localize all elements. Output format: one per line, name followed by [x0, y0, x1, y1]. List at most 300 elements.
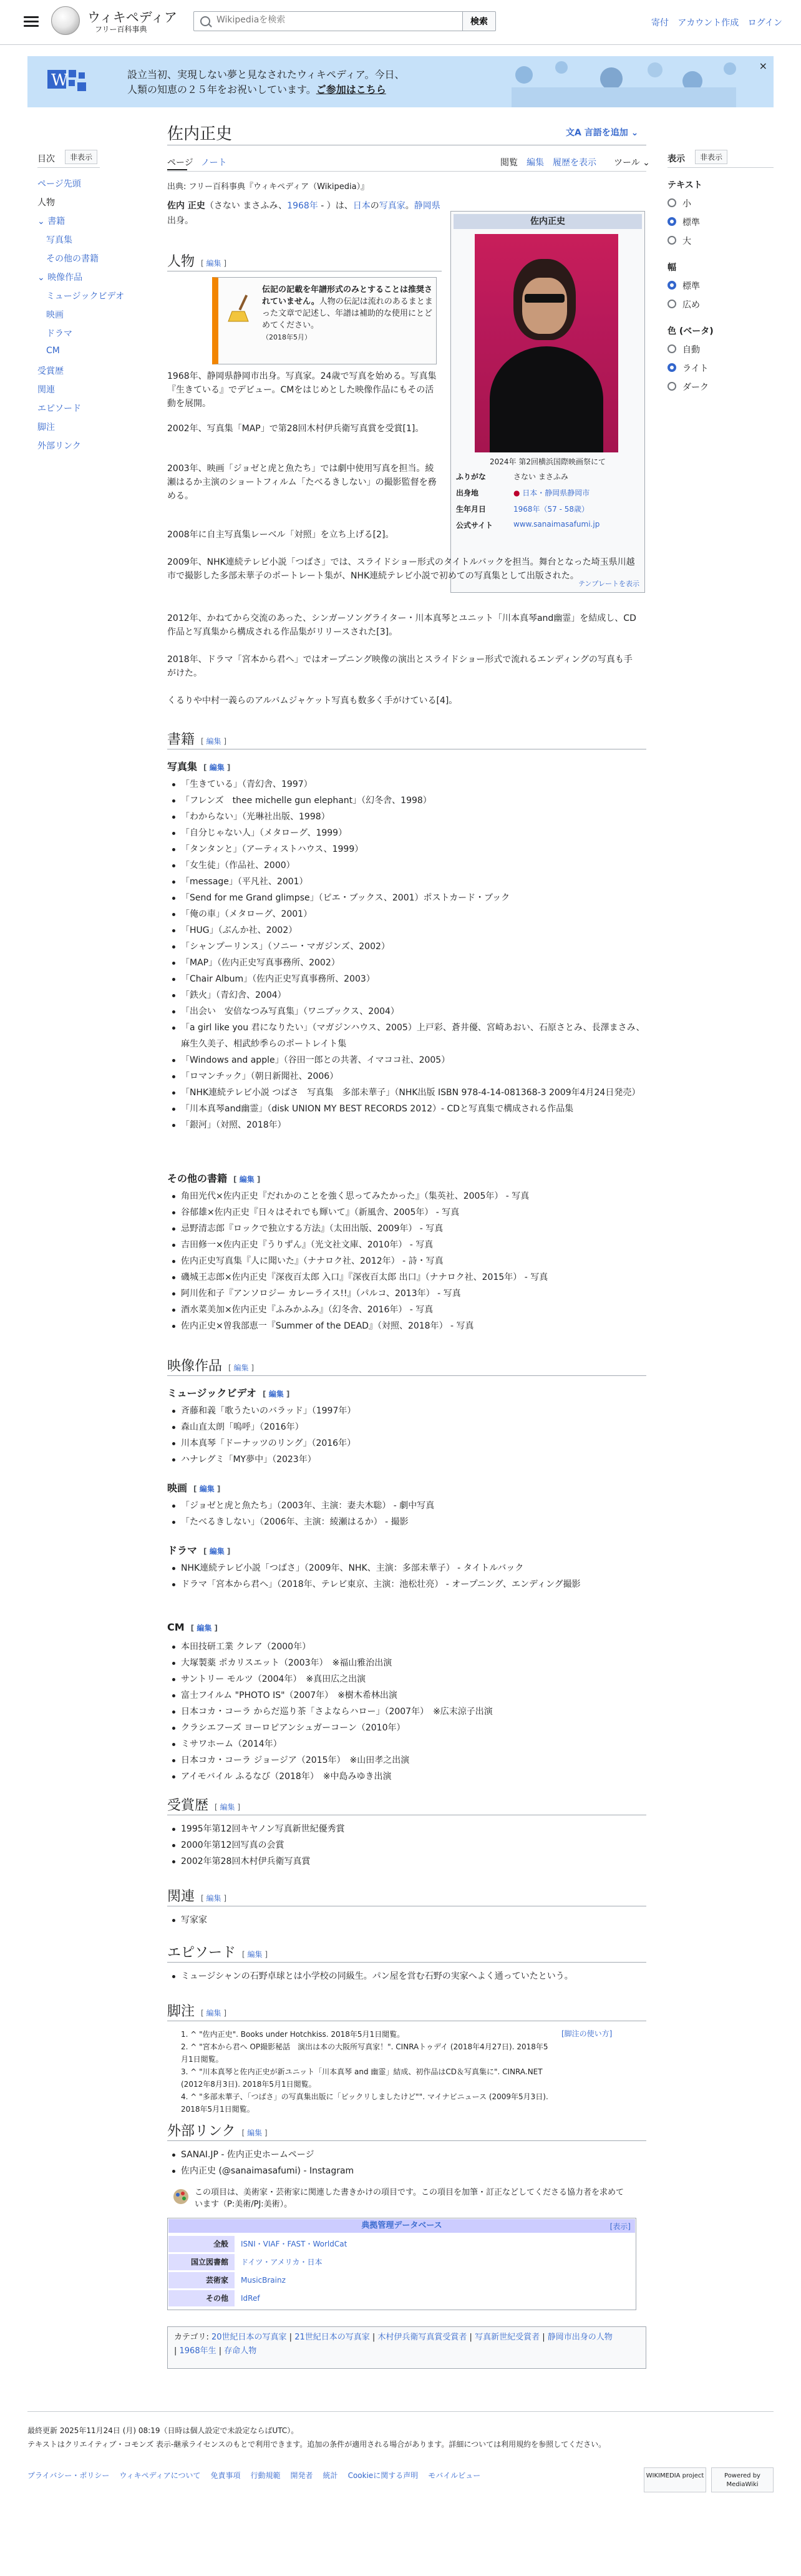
site-header — [0, 0, 801, 45]
film-list — [167, 1498, 646, 1530]
edit-link[interactable]: 編集 — [209, 763, 225, 772]
list-item: 森山直太朗「嗚呼」（2016年） — [167, 1419, 646, 1435]
infobox-key: 出身地 — [456, 489, 479, 497]
toc-item-books[interactable] — [37, 215, 65, 227]
chevron-down-icon[interactable]: ⌄ — [37, 217, 48, 227]
toc-item-related[interactable]: 関連 — [37, 385, 55, 395]
stub-text: この項目は、美術家・芸術家に関連した書きかけの項目です。この項目を加筆・訂正などしてくださる協力者を求めています（P:美術/PJ:美術）。 — [195, 2188, 624, 2209]
heading-person — [167, 251, 226, 270]
authority-row — [168, 2272, 635, 2288]
edit-link[interactable]: 編集 — [206, 259, 221, 268]
tab-page[interactable]: ページ — [167, 158, 193, 168]
toc-hide-button[interactable]: 非表示 — [65, 150, 97, 164]
infobox-title: 佐内正史 — [454, 214, 642, 229]
banner-cta-link[interactable]: ご参加はこちら — [316, 84, 386, 95]
photo-caption: 2024年 第2回横浜国際映画祭にて — [490, 457, 606, 466]
authority-value[interactable]: IdRef — [241, 2294, 260, 2303]
radio-label: 大 — [682, 237, 691, 246]
authority-row — [168, 2254, 635, 2270]
edit-section[interactable]: [ 編集 ] — [242, 1950, 268, 1959]
category-link[interactable]: 木村伊兵衛写真賞受賞者 — [377, 2333, 467, 2342]
menu-icon[interactable] — [24, 14, 39, 29]
toc-item-mv[interactable]: ミュージックビデオ — [46, 291, 125, 301]
heading-mv — [167, 1385, 289, 1400]
notice-box — [212, 277, 437, 364]
tools-menu[interactable]: ツール ⌄ — [614, 158, 650, 168]
category-link[interactable]: 静岡市出身の人物 — [547, 2333, 613, 2342]
authority-key: 芸術家 — [168, 2272, 235, 2288]
banner-line-1: 設立当初、実現しない夢と見なされたウィキペディア。今日、 — [127, 69, 405, 80]
category-label: カテゴリ: — [174, 2333, 211, 2342]
heading-notes — [167, 2001, 226, 2020]
paragraph: 2018年、ドラマ「宮本から君へ」ではオープニング映像の演出とスライドショー形式で流れるエンディングの写真も手がけた。 — [167, 655, 633, 678]
paragraph: 2002年、写真集「MAP」で第28回木村伊兵衛写真賞を受賞[1]。 — [167, 424, 424, 434]
heading-label: CM — [167, 1621, 185, 1633]
radio-label: 標準 — [682, 281, 700, 291]
category-separator: | — [286, 2333, 295, 2342]
category-separator: | — [174, 2346, 180, 2356]
footnote: 2. ^ "宮本から君へ OP撮影秘話 演出は本の大阪所写真家！". CINRAトゥデイ (2018年4月27日). 2018年5月1日閲覧。 — [181, 2042, 548, 2064]
list-item: 「鉄火」（青幻舎、2004） — [167, 987, 646, 1003]
category-links — [167, 2326, 646, 2369]
heading-label: 脚注 — [167, 2004, 195, 2019]
authority-row — [168, 2236, 635, 2252]
heading-drama — [167, 1543, 230, 1557]
list-item: ミュージシャンの石野卓球とは小学校の同級生。パン屋を営む石野の実家へよく通っていたという。 — [167, 1968, 646, 1984]
search-input[interactable] — [216, 15, 429, 25]
notice-body: 人物の伝記は流れのあるまとまった文章で記述し、年譜は補助的な使用にとどめてください。 — [262, 297, 433, 330]
list-item: 「フレンズ thee michelle gun elephant」（幻冬舎、1998） — [167, 793, 646, 809]
search-box[interactable] — [193, 11, 495, 31]
footnote: 1. ^ "佐内正史". Books under Hotchkiss. 2018年5月1日閲覧。 — [181, 2030, 405, 2039]
notes-help-link[interactable]: [脚注の使い方] — [561, 2029, 613, 2038]
authority-value[interactable]: MusicBrainz — [241, 2276, 286, 2285]
edit-section[interactable]: [ 編集 ] — [233, 1175, 261, 1184]
category-link[interactable]: 20世紀日本の写真家 — [211, 2333, 287, 2342]
list-item: 忌野清志郎『ロックで独立する方法』（太田出版、2009年） - 写真 — [167, 1221, 646, 1237]
list-item: 「MAP」（佐内正史写真事務所、2002） — [167, 955, 646, 971]
radio-label: ダーク — [682, 383, 709, 393]
toc-item-other-books[interactable]: その他の書籍 — [46, 254, 99, 264]
lead-text: - ）は、 — [318, 201, 353, 211]
footer — [27, 2424, 774, 2451]
heading-label: 映像作品 — [167, 1359, 223, 1374]
heading-divider — [167, 1962, 646, 1963]
edit-section[interactable]: [ 編集 ] — [201, 2009, 227, 2017]
toc-item-awards[interactable]: 受賞歴 — [37, 366, 64, 376]
svg-text:W: W — [51, 71, 68, 90]
list-item: 1995年第12回キヤノン写真新世紀優秀賞 — [167, 1821, 646, 1837]
donate-link[interactable]: 寄付 — [651, 18, 669, 28]
list-item: ハナレグミ「MY夢中」（2023年） — [167, 1451, 646, 1468]
wikimedia-badge[interactable]: WIKIMEDIA project — [644, 2467, 706, 2492]
edit-link[interactable]: 編集 — [209, 1547, 225, 1556]
heading-photo-books — [167, 759, 230, 773]
toc-item-external[interactable]: 外部リンク — [37, 441, 81, 451]
list-item: 「NHK連続テレビ小説 つばさ 写真集 多部未華子」（NHK出版 ISBN 978-4-14-081368-3 2009年4月24日発売） — [167, 1085, 646, 1101]
edit-section[interactable]: [ 編集 ] — [215, 1803, 241, 1812]
lead-text: 。 — [405, 201, 414, 211]
list-item: 「俺の車」（メタローグ、2001） — [167, 906, 646, 922]
category-link[interactable]: 21世紀日本の写真家 — [294, 2333, 370, 2342]
paragraph: 2003年、映画「ジョゼと虎と魚たち」では劇中使用写真を担当。綾瀬はるか主演のショートフィルム「たべるきしない」の撮影監督を務める。 — [167, 464, 437, 501]
radio-color-auto[interactable] — [668, 344, 676, 353]
edit-link[interactable]: 編集 — [206, 1894, 221, 1903]
category-link[interactable]: 写真新世紀受賞者 — [475, 2333, 540, 2342]
appearance-hide-button[interactable]: 非表示 — [695, 150, 727, 164]
heading-other-books — [167, 1171, 260, 1185]
photographer-link[interactable]: 写真家 — [379, 201, 405, 211]
edit-section[interactable]: [ 編集 ] — [201, 737, 227, 746]
list-item: 「自分じゃない人」（メタローグ、1999） — [167, 825, 646, 841]
photo-figure — [522, 278, 567, 334]
toc-item-person[interactable]: 人物 — [37, 198, 55, 208]
mediawiki-badge[interactable]: Powered by MediaWiki — [711, 2467, 774, 2492]
list-item: 「Windows and apple」（谷田一郎との共著、イマココ社、2005） — [167, 1052, 646, 1068]
infobox-key: ふりがな — [456, 472, 487, 481]
radio-label: 標準 — [682, 218, 700, 228]
search-icon — [200, 16, 210, 26]
list-item: 日本コカ・コーラ からだ巡り茶「さよならハロー」（2007年） ※広末涼子出演 — [167, 1704, 646, 1720]
text-size-heading: テキスト — [668, 180, 702, 190]
toc-item-top[interactable]: ページ先頭 — [37, 179, 81, 189]
list-item: 「Send for me Grand glimpse」（ピエ・ブックス、2001）ポストカード・ブック — [167, 890, 646, 906]
footer-link[interactable]: 統計 — [323, 2471, 338, 2480]
heading-label: エピソード — [167, 1945, 236, 1961]
paragraph: 2009年、NHK連続テレビ小説「つばさ」では、スライドショー形式のタイトルバックを担当。舞台となった埼玉県川越市で撮影した多部未華子のポートレート集が、NHK連続テレビ小説で初めての写真集として出版された。 — [167, 557, 635, 581]
chevron-down-icon[interactable]: ⌄ — [37, 273, 48, 283]
appearance-divider — [668, 167, 774, 168]
paragraph: くるりや中村一義らのアルバムジャケット写真も数多く手がけている[4]。 — [167, 696, 458, 706]
list-item: 「女生徒」（作品社、2000） — [167, 857, 646, 874]
infobox-value[interactable] — [513, 487, 644, 498]
shizuoka-link[interactable]: 静岡県 — [414, 201, 440, 211]
heading-label: ドラマ — [167, 1544, 198, 1556]
list-item: 酒水菜美加×佐内正史『ふみかふみ』（幻冬舎、2016年） - 写真 — [167, 1302, 646, 1318]
list-item: 「HUG」（ぶんか社、2002） — [167, 922, 646, 939]
authority-value[interactable]: ドイツ・アメリカ・日本 — [241, 2258, 323, 2266]
infobox-value[interactable]: 1968年（57 - 58歳） — [513, 505, 590, 514]
tab-edit[interactable]: 編集 — [527, 158, 544, 168]
authority-key: 全般 — [168, 2236, 235, 2252]
radio-label: ライト — [682, 364, 709, 374]
footnote: 4. ^ "多部未華子、「つばさ」の写真集出版に「ビックリしましたけど"". マイナビニュース (2009年5月3日). 2018年5月1日閲覧。 — [181, 2092, 548, 2114]
edit-section[interactable]: [ 編集 ] — [203, 1547, 231, 1556]
list-item: 「たべるきしない」（2006年、主演：綾瀬はるか） - 撮影 — [167, 1514, 646, 1530]
category-separator: | — [369, 2333, 378, 2342]
footer-divider — [27, 2411, 774, 2412]
list-item: サントリー モルツ（2004年） ※真田広之出演 — [167, 1671, 646, 1687]
heading-label: 外部リンク — [167, 2124, 236, 2139]
photo-figure — [490, 346, 603, 452]
toc-item-video[interactable] — [37, 271, 82, 283]
heading-label: 受賞歴 — [167, 1798, 209, 1813]
list-item: NHK連続テレビ小説「つばさ」（2009年、NHK、主演：多部未華子） - タイトルバック — [167, 1560, 646, 1576]
footnote: 3. ^ "川本真琴と佐内正史が新ユニット「川本真琴 and 幽霊」結成、初作品はCD＆写真集に". CINRA.NET (2012年8月3日). 2018年5月1日閲覧。 — [181, 2067, 543, 2089]
tab-page-underline — [167, 169, 187, 170]
heading-related — [167, 1886, 226, 1905]
heading-label: 書籍 — [167, 732, 195, 748]
list-item: 「a girl like you 君になりたい」（マガジンハウス、2005）上戸彩、蒼井優、宮崎あおい、石原さとみ、長澤まさみ、麻生久美子、相武紗季らのポートレイト集 — [167, 1020, 646, 1052]
footer-link[interactable]: プライバシー・ポリシー — [27, 2471, 110, 2480]
list-item: ミサワホーム（2014年） — [167, 1736, 646, 1752]
banner-text — [127, 67, 404, 97]
footer-last-modified: 最終更新 2025年11月24日 (月) 08:19（日時は個人設定で未設定ならばUTC）。 — [27, 2426, 299, 2435]
list-item: 「ジョゼと虎と魚たち」（2003年、主演：妻夫木聡） - 劇中写真 — [167, 1498, 646, 1514]
tab-history[interactable]: 履歴を表示 — [553, 158, 596, 168]
site-title[interactable]: ウィキペディア — [87, 10, 178, 25]
list-item: 富士フイルム "PHOTO IS"（2007年） ※樹木希林出演 — [167, 1687, 646, 1704]
paragraph: 1968年、静岡県静岡市出身。写真家。24歳で写真を始める。写真集『生きている』でデビュー。CMをはじめとした映像作品にもその活動を展開。 — [167, 371, 437, 409]
list-item: 本田技研工業 クレア（2000年） — [167, 1639, 646, 1655]
radio-label: 自動 — [682, 345, 700, 355]
lead-text: の — [370, 201, 379, 211]
broom-icon — [226, 293, 256, 323]
edit-section[interactable]: [ 編集 ] — [193, 1485, 221, 1493]
radio-width-standard[interactable] — [668, 281, 676, 290]
authority-value[interactable]: ISNI・VIAF・FAST・WorldCat — [241, 2240, 347, 2248]
edit-section[interactable]: [ 編集 ] — [263, 1390, 290, 1398]
close-icon[interactable]: × — [759, 60, 767, 72]
heading-label: 人物 — [167, 254, 195, 270]
mv-list — [167, 1403, 646, 1468]
list-item: 佐内正史 (@sanaimasafumi) - Instagram — [167, 2163, 646, 2179]
external-links-list — [167, 2147, 646, 2179]
heading-cm — [167, 1621, 218, 1633]
login-link[interactable]: ログイン — [747, 18, 782, 28]
radio-color-dark[interactable] — [668, 382, 676, 391]
create-account-link[interactable]: アカウント作成 — [677, 18, 739, 28]
portrait-photo[interactable] — [475, 234, 618, 452]
heading-label: ミュージックビデオ — [167, 1387, 257, 1399]
footer-link[interactable]: ウィキペディアについて — [119, 2471, 201, 2480]
lead-text: 出身。 — [167, 216, 193, 226]
radio-small[interactable] — [668, 198, 676, 207]
toc-divider — [37, 167, 100, 168]
lead-paragraph — [167, 198, 442, 228]
edit-link[interactable]: 編集 — [197, 1624, 212, 1632]
list-item: 「川本真琴and幽霊」（disk UNION MY BEST RECORDS 2012）- CDと写真集で構成される作品集 — [167, 1101, 646, 1117]
translate-icon: 文A — [566, 128, 585, 138]
banner-decoration — [487, 56, 749, 107]
list-item: 川本真琴「ドーナッツのリング」（2016年） — [167, 1435, 646, 1451]
list-item: 写家家 — [167, 1912, 646, 1928]
list-item: 磯城王志郎×佐内正史『深夜百太郎 入口』『深夜百太郎 出口』（ナナロク社、2015年） - 写真 — [167, 1269, 646, 1286]
heading-external — [167, 2120, 268, 2140]
list-item: 「タンタンと」（アーティストハウス、1999） — [167, 841, 646, 857]
list-item: 2000年第12回写真の会賞 — [167, 1837, 646, 1853]
paragraph: 2008年に自主写真集レーベル「対照」を立ち上げる[2]。 — [167, 530, 394, 540]
list-item: 「わからない」（光琳社出版、1998） — [167, 809, 646, 825]
infobox-value-text: 日本・静岡県静岡市 — [522, 489, 590, 497]
list-item: SANAI.JP - 佐内正史ホームページ — [167, 2147, 646, 2163]
list-item: 吉田修一×佐内正史『うりずん』（光文社文庫、2010年） - 写真 — [167, 1237, 646, 1253]
radio-width-wide[interactable] — [668, 300, 676, 308]
footer-links — [27, 2470, 490, 2481]
authority-key: その他 — [168, 2290, 235, 2306]
notice-text — [262, 284, 435, 343]
list-item: 「message」（平凡社、2001） — [167, 874, 646, 890]
tab-note[interactable]: ノート — [201, 158, 227, 168]
awards-list — [167, 1821, 646, 1870]
edit-link[interactable]: 編集 — [247, 2129, 263, 2137]
add-language-label: 言語を追加 — [584, 128, 628, 138]
page-actions — [492, 156, 650, 168]
list-item: ドラマ「宮本から君へ」（2018年、テレビ東京、主演：池松壮亮） - オープニング、エンディング撮影 — [167, 1576, 646, 1593]
authority-toggle[interactable]: [表示] — [609, 2222, 631, 2231]
lead-text: （さない まさふみ、 — [205, 201, 288, 211]
edit-link[interactable]: 編集 — [239, 1175, 255, 1184]
list-item: 「生きている」（青幻舎、1997） — [167, 776, 646, 793]
list-item: 谷郁雄×佐内正史『日々はそれでも輝いて』（新風舎、2005年） - 写真 — [167, 1204, 646, 1221]
toc-item-notes[interactable]: 脚注 — [37, 422, 55, 432]
paragraph: 2012年、かねてから交流のあった、シンガーソングライター・川本真琴とユニット「川本真琴and幽霊」を結成し、CD作品と写真集から構成される作品集がリリースされた[3]。 — [167, 613, 636, 637]
heading-awards — [167, 1795, 240, 1814]
edit-link[interactable]: 編集 — [206, 2009, 221, 2017]
edit-link[interactable]: 編集 — [206, 737, 221, 746]
heading-label: 写真集 — [167, 761, 198, 773]
authority-control — [167, 2218, 636, 2310]
heading-books — [167, 729, 226, 748]
search-button[interactable]: 検索 — [462, 11, 496, 31]
related-list — [167, 1912, 646, 1928]
edit-section[interactable]: [ 編集 ] — [241, 2129, 268, 2137]
toc-item-film[interactable]: 映画 — [46, 310, 64, 320]
list-item: 2002年第28回木村伊兵衛写真賞 — [167, 1853, 646, 1870]
list-item: 佐内正史×曽我部恵一『Summer of the DEAD』（対照、2018年） - 写真 — [167, 1318, 646, 1334]
infobox-value: さない まさふみ — [513, 472, 568, 481]
banner-line-2: 人類の知恵の２５年をお祝いしています。 — [127, 84, 316, 95]
user-nav — [645, 16, 782, 29]
episode-list — [167, 1968, 646, 1984]
footer-link[interactable]: Cookieに関する声明 — [347, 2471, 419, 2480]
edit-link[interactable]: 編集 — [268, 1390, 284, 1398]
infobox-key: 生年月日 — [456, 505, 487, 514]
heading-label: 関連 — [167, 1889, 195, 1905]
heading-divider — [167, 2140, 646, 2141]
infobox-key: 公式サイト — [456, 521, 493, 530]
japan-link[interactable]: 日本 — [352, 201, 371, 211]
chevron-down-icon: ⌄ — [628, 128, 639, 138]
list-item: 日本コカ・コーラ ジョージア（2015年） ※山田孝之出演 — [167, 1752, 646, 1769]
heading-label: その他の書籍 — [167, 1173, 228, 1184]
authority-title[interactable]: 典拠管理データベース — [168, 2219, 635, 2233]
heading-divider — [167, 1375, 646, 1376]
toc-item-label: 書籍 — [47, 217, 66, 227]
edit-link[interactable]: 編集 — [247, 1950, 263, 1959]
edit-section[interactable]: [ 編集 ] — [201, 259, 227, 268]
page-source: 出典: フリー百科事典『ウィキペディア（Wikipedia）』 — [167, 182, 369, 192]
heading-episode — [167, 1942, 268, 1961]
edit-link[interactable]: 編集 — [220, 1803, 235, 1812]
list-item: 「Chair Album」（佐内正史写真事務所、2003） — [167, 971, 646, 987]
notice-date: （2018年5月） — [262, 333, 311, 341]
list-item: 角田光代×佐内正史『だれかのことを強く思ってみたかった』（集英社、2005年） - 写真 — [167, 1188, 646, 1204]
edit-section[interactable]: [ 編集 ] — [190, 1624, 218, 1632]
radio-large[interactable] — [668, 236, 676, 245]
radio-label: 広め — [682, 300, 700, 310]
site-subtitle: フリー百科事典 — [95, 25, 147, 34]
notice-title: 伝記の記載を年譜形式のみとすることは推奨されていません。 — [262, 285, 433, 306]
photo-books-list — [167, 776, 646, 1133]
template-link[interactable]: テンプレートを表示 — [578, 580, 639, 588]
other-books-list — [167, 1188, 646, 1334]
list-item: 「出会い 安倍なつみ写真集」（ワニブックス、2004） — [167, 1003, 646, 1020]
authority-row — [168, 2290, 635, 2306]
art-stub-icon — [172, 2188, 190, 2205]
list-item: 「銀河」（対照、2018年） — [167, 1117, 646, 1133]
list-item: 大塚製薬 ポカリスエット（2003年） ※福山雅治出演 — [167, 1655, 646, 1671]
heading-video — [167, 1355, 254, 1375]
toc-item-episode[interactable]: エピソード — [37, 404, 81, 414]
authority-key: 国立図書館 — [168, 2254, 235, 2270]
list-item: 「ロマンチック」（朝日新聞社、2006） — [167, 1068, 646, 1085]
toc-item-label: 映像作品 — [47, 273, 83, 283]
photo-figure — [525, 294, 565, 303]
edit-section[interactable]: [ 編集 ] — [228, 1364, 255, 1372]
footer-license: テキストはクリエイティブ・コモンズ 表示-継承ライセンスのもとで利用できます。追加の条件が適用される場合があります。詳細については利用規約を参照してください。 — [27, 2440, 606, 2449]
wikipedia-logo-icon[interactable] — [51, 6, 80, 35]
list-item: アイモバイル ふるなび（2018年） ※中島みゆき出演 — [167, 1769, 646, 1785]
radio-standard[interactable] — [668, 217, 676, 226]
birth-year-link[interactable]: 1968年 — [287, 201, 318, 211]
drama-list — [167, 1560, 646, 1593]
stub-notice — [167, 2187, 646, 2212]
toc-heading: 目次 — [37, 154, 55, 164]
cm-list — [167, 1639, 646, 1785]
color-heading: 色 (ベータ) — [668, 326, 714, 336]
puzzle-globe-icon — [46, 66, 90, 96]
toc-item-cm[interactable]: CM — [46, 346, 60, 356]
fundraising-banner — [27, 56, 774, 107]
category-link[interactable]: 1968年生 — [179, 2346, 216, 2356]
footer-link[interactable]: 行動規範 — [250, 2471, 281, 2480]
list-item: 「シャンプーリンス」（ソニー・マガジンズ、2002） — [167, 939, 646, 955]
edit-link[interactable]: 編集 — [199, 1485, 215, 1493]
tabs-divider — [167, 171, 646, 172]
footer-link[interactable]: 免責事項 — [210, 2471, 241, 2480]
add-language-button[interactable] — [566, 126, 638, 139]
infobox-value[interactable]: www.sanaimasafumi.jp — [513, 520, 600, 529]
category-link[interactable]: 存命人物 — [224, 2346, 257, 2356]
japan-flag-icon: ● — [513, 489, 523, 497]
edit-section[interactable]: [ 編集 ] — [201, 1894, 227, 1903]
footer-link[interactable]: 開発者 — [290, 2471, 313, 2480]
radio-label: 小 — [682, 199, 691, 209]
toc-item-drama[interactable]: ドラマ — [46, 329, 72, 339]
category-separator: | — [467, 2333, 475, 2342]
notes-list — [181, 2028, 555, 2115]
radio-color-light[interactable] — [668, 363, 676, 372]
list-item: 佐内正史写真集『人に聞いた』（ナナロク社、2012年） - 詩・写真 — [167, 1253, 646, 1269]
page-title: 佐内正史 — [167, 125, 233, 144]
heading-film — [167, 1480, 220, 1495]
edit-link[interactable]: 編集 — [233, 1364, 249, 1372]
appearance-heading: 表示 — [668, 154, 685, 164]
tools-menu-label: ツール — [614, 158, 640, 168]
lead-name: 佐内 正史 — [167, 201, 205, 211]
toc-item-photo-books[interactable]: 写真集 — [46, 235, 72, 245]
footer-link[interactable]: モバイルビュー — [428, 2471, 481, 2480]
list-item: 阿川佐和子『アンソロジー カレーライス!!』（パルコ、2013年） - 写真 — [167, 1286, 646, 1302]
tab-read[interactable]: 閲覧 — [500, 158, 518, 168]
category-separator: | — [540, 2333, 548, 2342]
list-item: 斉藤和義「歌うたいのバラッド」（1997年） — [167, 1403, 646, 1419]
heading-label: 映画 — [167, 1482, 188, 1494]
list-item: クラシエフーズ ヨーロピアンシュガーコーン（2010年） — [167, 1720, 646, 1736]
edit-section[interactable]: [ 編集 ] — [203, 763, 231, 772]
width-heading: 幅 — [668, 263, 676, 273]
